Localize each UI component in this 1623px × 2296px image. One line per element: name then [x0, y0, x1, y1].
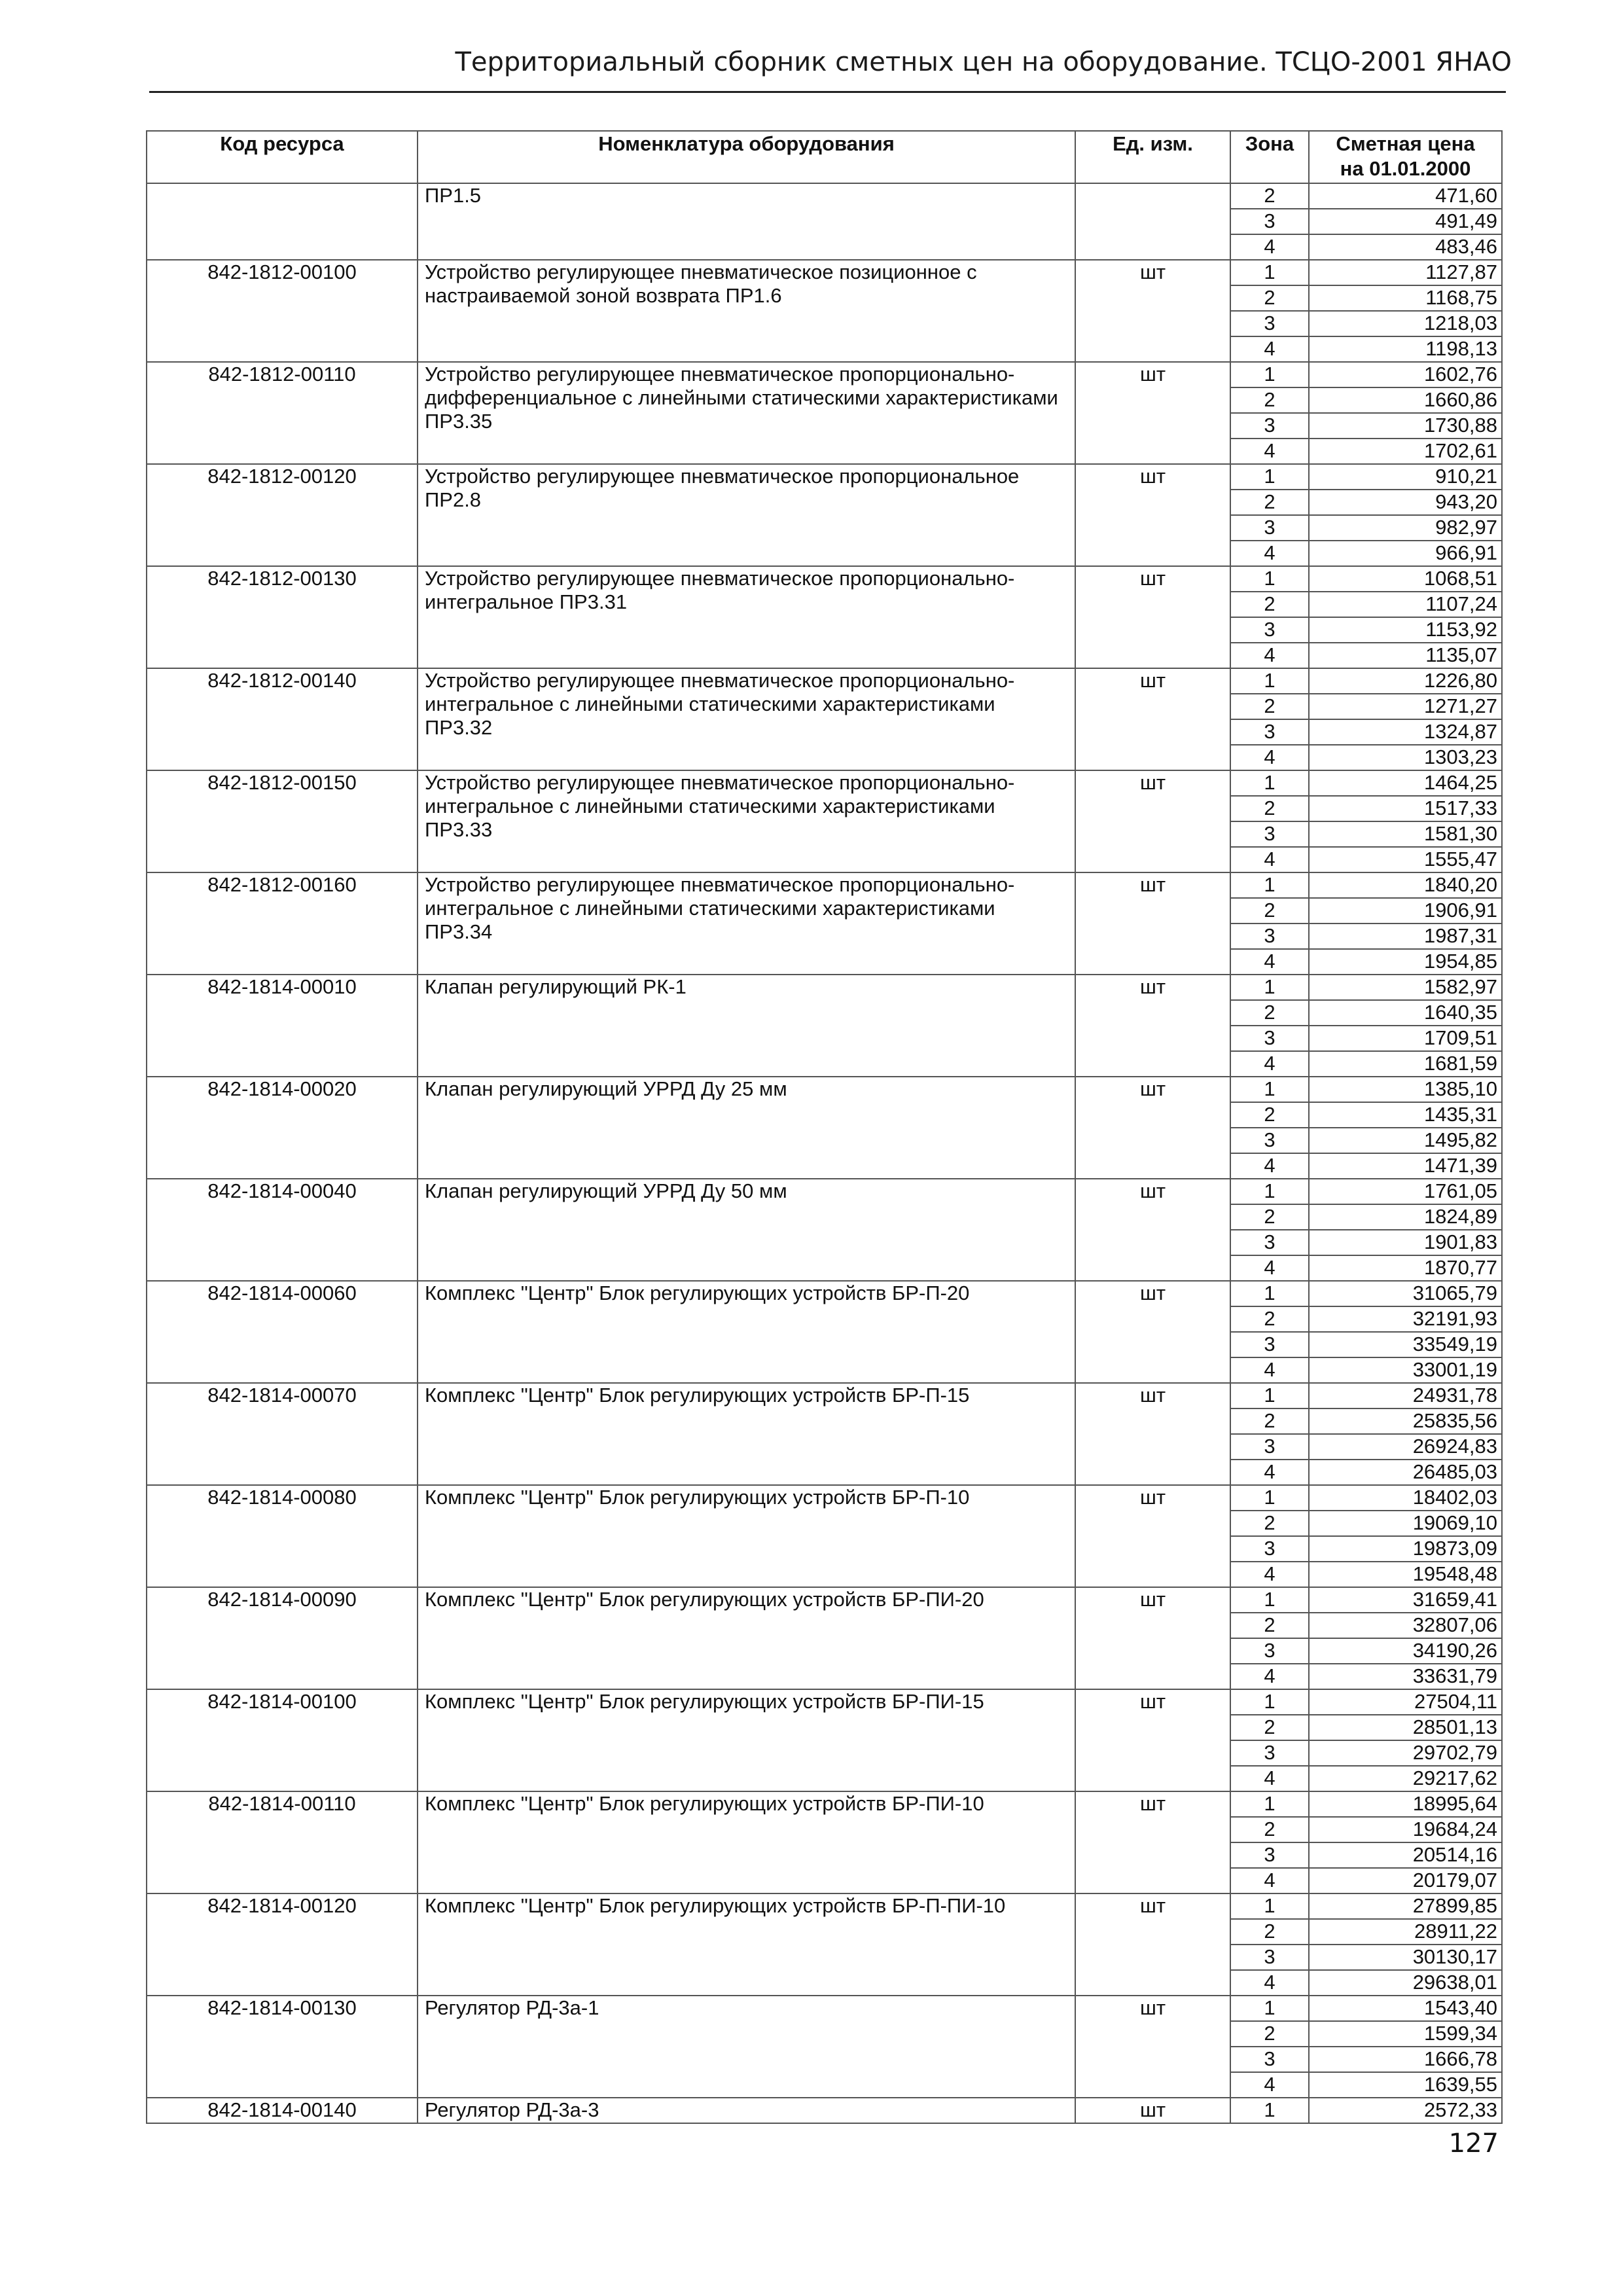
price-cell: 24931,78 — [1309, 1383, 1502, 1408]
resource-code-cell: 842-1812-00130 — [147, 566, 418, 668]
resource-code-cell: 842-1812-00100 — [147, 260, 418, 362]
price-cell: 1660,86 — [1309, 387, 1502, 413]
price-cell: 2572,33 — [1309, 2098, 1502, 2123]
zone-cell: 2 — [1230, 1408, 1309, 1434]
price-cell: 28911,22 — [1309, 1919, 1502, 1945]
table-row — [147, 1587, 1502, 1613]
table-row — [147, 1383, 1502, 1408]
table-row — [147, 1077, 1502, 1102]
price-cell: 19873,09 — [1309, 1536, 1502, 1562]
price-cell: 483,46 — [1309, 234, 1502, 260]
equipment-name-cell: Комплекс "Центр" Блок регулирующих устройств БР-ПИ-20 — [418, 1587, 1075, 1689]
price-cell: 32191,93 — [1309, 1306, 1502, 1332]
table-row — [147, 1179, 1502, 1204]
price-cell: 471,60 — [1309, 183, 1502, 209]
column-header-zone: Зона — [1230, 131, 1309, 183]
price-cell: 1906,91 — [1309, 898, 1502, 924]
equipment-name-cell: Комплекс "Центр" Блок регулирующих устройств БР-П-15 — [418, 1383, 1075, 1485]
equipment-name-cell: Устройство регулирующее пневматическое пропорциональное ПР2.8 — [418, 464, 1075, 566]
price-cell: 491,49 — [1309, 209, 1502, 234]
price-cell: 1218,03 — [1309, 311, 1502, 336]
price-cell: 1681,59 — [1309, 1051, 1502, 1077]
zone-cell: 1 — [1230, 975, 1309, 1000]
resource-code-cell: 842-1812-00150 — [147, 770, 418, 872]
price-cell: 19069,10 — [1309, 1511, 1502, 1536]
equipment-name-cell: Устройство регулирующее пневматическое пропорционально-интегральное с линейными статическими характеристиками ПР3.32 — [418, 668, 1075, 770]
equipment-name-cell: ПР1.5 — [418, 183, 1075, 260]
price-cell: 1954,85 — [1309, 949, 1502, 975]
price-cell: 1068,51 — [1309, 566, 1502, 592]
zone-cell: 4 — [1230, 1562, 1309, 1587]
zone-cell: 4 — [1230, 1970, 1309, 1996]
zone-cell: 1 — [1230, 362, 1309, 387]
zone-cell: 3 — [1230, 1026, 1309, 1051]
zone-cell: 3 — [1230, 617, 1309, 643]
price-cell: 966,91 — [1309, 541, 1502, 566]
unit-cell: шт — [1075, 1077, 1230, 1179]
zone-cell: 4 — [1230, 1766, 1309, 1791]
unit-cell: шт — [1075, 770, 1230, 872]
price-cell: 30130,17 — [1309, 1945, 1502, 1970]
unit-cell: шт — [1075, 464, 1230, 566]
price-cell: 1324,87 — [1309, 719, 1502, 745]
zone-cell: 2 — [1230, 592, 1309, 617]
price-cell: 1226,80 — [1309, 668, 1502, 694]
unit-cell: шт — [1075, 1996, 1230, 2098]
zone-cell: 4 — [1230, 847, 1309, 872]
resource-code-cell: 842-1814-00060 — [147, 1281, 418, 1383]
zone-cell: 2 — [1230, 2021, 1309, 2047]
price-cell: 1730,88 — [1309, 413, 1502, 439]
page-header-title: Территориальный сборник сметных цен на оборудование. ТСЦО-2001 ЯНАО — [455, 47, 1512, 77]
price-cell: 33549,19 — [1309, 1332, 1502, 1357]
equipment-name-cell: Комплекс "Центр" Блок регулирующих устройств БР-П-10 — [418, 1485, 1075, 1587]
table-row — [147, 668, 1502, 694]
zone-cell: 2 — [1230, 1715, 1309, 1740]
price-cell: 982,97 — [1309, 515, 1502, 541]
zone-cell: 2 — [1230, 1919, 1309, 1945]
zone-cell: 1 — [1230, 464, 1309, 490]
price-cell: 26924,83 — [1309, 1434, 1502, 1460]
header-rule — [149, 91, 1506, 93]
zone-cell: 3 — [1230, 821, 1309, 847]
zone-cell: 3 — [1230, 719, 1309, 745]
zone-cell: 4 — [1230, 541, 1309, 566]
zone-cell: 2 — [1230, 490, 1309, 515]
resource-code-cell: 842-1814-00010 — [147, 975, 418, 1077]
equipment-name-cell: Регулятор РД-3а-1 — [418, 1996, 1075, 2098]
price-cell: 19548,48 — [1309, 1562, 1502, 1587]
zone-cell: 2 — [1230, 387, 1309, 413]
zone-cell: 2 — [1230, 1817, 1309, 1842]
table-row — [147, 975, 1502, 1000]
zone-cell: 2 — [1230, 796, 1309, 821]
equipment-name-cell: Клапан регулирующий РК-1 — [418, 975, 1075, 1077]
price-cell: 1901,83 — [1309, 1230, 1502, 1255]
zone-cell: 1 — [1230, 1281, 1309, 1306]
zone-cell: 3 — [1230, 413, 1309, 439]
zone-cell: 4 — [1230, 1357, 1309, 1383]
price-cell: 29217,62 — [1309, 1766, 1502, 1791]
price-cell: 1471,39 — [1309, 1153, 1502, 1179]
table-row — [147, 770, 1502, 796]
unit-cell: шт — [1075, 2098, 1230, 2123]
price-cell: 1602,76 — [1309, 362, 1502, 387]
resource-code-cell: 842-1814-00140 — [147, 2098, 418, 2123]
unit-cell: шт — [1075, 668, 1230, 770]
zone-cell: 4 — [1230, 1460, 1309, 1485]
price-cell: 1987,31 — [1309, 924, 1502, 949]
price-cell: 31659,41 — [1309, 1587, 1502, 1613]
price-cell: 26485,03 — [1309, 1460, 1502, 1485]
price-cell: 1495,82 — [1309, 1128, 1502, 1153]
zone-cell: 1 — [1230, 1791, 1309, 1817]
zone-cell: 2 — [1230, 1204, 1309, 1230]
table-row — [147, 2098, 1502, 2123]
table-row — [147, 260, 1502, 285]
zone-cell: 1 — [1230, 1587, 1309, 1613]
equipment-name-cell: Устройство регулирующее пневматическое пропорционально-интегральное с линейными статическими характеристиками ПР3.33 — [418, 770, 1075, 872]
price-cell: 25835,56 — [1309, 1408, 1502, 1434]
price-cell: 1464,25 — [1309, 770, 1502, 796]
price-cell: 20179,07 — [1309, 1868, 1502, 1893]
unit-cell: шт — [1075, 1587, 1230, 1689]
zone-cell: 2 — [1230, 898, 1309, 924]
equipment-name-cell: Комплекс "Центр" Блок регулирующих устройств БР-ПИ-15 — [418, 1689, 1075, 1791]
price-cell: 20514,16 — [1309, 1842, 1502, 1868]
price-cell: 1385,10 — [1309, 1077, 1502, 1102]
equipment-name-cell: Клапан регулирующий УРРД Ду 50 мм — [418, 1179, 1075, 1281]
zone-cell: 2 — [1230, 285, 1309, 311]
zone-cell: 2 — [1230, 694, 1309, 719]
unit-cell: шт — [1075, 1281, 1230, 1383]
table-body — [147, 183, 1502, 2123]
unit-cell: шт — [1075, 260, 1230, 362]
zone-cell: 4 — [1230, 1051, 1309, 1077]
column-header-unit: Ед. изм. — [1075, 131, 1230, 183]
resource-code-cell: 842-1814-00110 — [147, 1791, 418, 1893]
zone-cell: 4 — [1230, 1153, 1309, 1179]
unit-cell: шт — [1075, 566, 1230, 668]
table-row — [147, 566, 1502, 592]
price-cell: 34190,26 — [1309, 1638, 1502, 1664]
column-header-price-line2: на 01.01.2000 — [1340, 157, 1471, 180]
price-cell: 1709,51 — [1309, 1026, 1502, 1051]
price-cell: 1435,31 — [1309, 1102, 1502, 1128]
price-cell: 1168,75 — [1309, 285, 1502, 311]
zone-cell: 4 — [1230, 234, 1309, 260]
zone-cell: 2 — [1230, 1613, 1309, 1638]
zone-cell: 1 — [1230, 872, 1309, 898]
price-cell: 1582,97 — [1309, 975, 1502, 1000]
unit-cell: шт — [1075, 1179, 1230, 1281]
equipment-name-cell: Комплекс "Центр" Блок регулирующих устройств БР-П-ПИ-10 — [418, 1893, 1075, 1996]
zone-cell: 4 — [1230, 643, 1309, 668]
price-cell: 29702,79 — [1309, 1740, 1502, 1766]
zone-cell: 3 — [1230, 1434, 1309, 1460]
equipment-name-cell: Устройство регулирующее пневматическое позиционное с настраиваемой зоной возврата ПР1.6 — [418, 260, 1075, 362]
table-row — [147, 872, 1502, 898]
zone-cell: 1 — [1230, 770, 1309, 796]
price-cell: 32807,06 — [1309, 1613, 1502, 1638]
resource-code-cell: 842-1814-00130 — [147, 1996, 418, 2098]
resource-code-cell: 842-1812-00140 — [147, 668, 418, 770]
price-cell: 1135,07 — [1309, 643, 1502, 668]
resource-code-cell: 842-1812-00110 — [147, 362, 418, 464]
zone-cell: 3 — [1230, 1945, 1309, 1970]
table-row — [147, 1689, 1502, 1715]
price-cell: 28501,13 — [1309, 1715, 1502, 1740]
zone-cell: 1 — [1230, 1179, 1309, 1204]
price-cell: 27899,85 — [1309, 1893, 1502, 1919]
table-row — [147, 1791, 1502, 1817]
resource-code-cell: 842-1814-00020 — [147, 1077, 418, 1179]
zone-cell: 3 — [1230, 209, 1309, 234]
price-cell: 1303,23 — [1309, 745, 1502, 770]
page-number: 127 — [1448, 2128, 1499, 2159]
table-row — [147, 1281, 1502, 1306]
unit-cell: шт — [1075, 872, 1230, 975]
price-cell: 1640,35 — [1309, 1000, 1502, 1026]
resource-code-cell: 842-1812-00160 — [147, 872, 418, 975]
zone-cell: 3 — [1230, 1842, 1309, 1868]
zone-cell: 4 — [1230, 2072, 1309, 2098]
table-row — [147, 1996, 1502, 2021]
equipment-name-cell: Устройство регулирующее пневматическое пропорционально-интегральное с линейными статическими характеристиками ПР3.34 — [418, 872, 1075, 975]
price-cell: 943,20 — [1309, 490, 1502, 515]
zone-cell: 3 — [1230, 1332, 1309, 1357]
unit-cell: шт — [1075, 1893, 1230, 1996]
column-header-code: Код ресурса — [147, 131, 418, 183]
price-cell: 1581,30 — [1309, 821, 1502, 847]
zone-cell: 2 — [1230, 1000, 1309, 1026]
price-cell: 33631,79 — [1309, 1664, 1502, 1689]
zone-cell: 2 — [1230, 1511, 1309, 1536]
price-cell: 27504,11 — [1309, 1689, 1502, 1715]
unit-cell: шт — [1075, 1485, 1230, 1587]
zone-cell: 3 — [1230, 1638, 1309, 1664]
price-cell: 1517,33 — [1309, 796, 1502, 821]
zone-cell: 2 — [1230, 183, 1309, 209]
price-cell: 33001,19 — [1309, 1357, 1502, 1383]
resource-code-cell: 842-1814-00080 — [147, 1485, 418, 1587]
equipment-name-cell: Комплекс "Центр" Блок регулирующих устройств БР-ПИ-10 — [418, 1791, 1075, 1893]
price-cell: 1702,61 — [1309, 439, 1502, 464]
table-row — [147, 1893, 1502, 1919]
zone-cell: 4 — [1230, 1255, 1309, 1281]
equipment-name-cell: Комплекс "Центр" Блок регулирующих устройств БР-П-20 — [418, 1281, 1075, 1383]
resource-code-cell: 842-1814-00120 — [147, 1893, 418, 1996]
unit-cell: шт — [1075, 1689, 1230, 1791]
table-header-row — [147, 131, 1502, 183]
price-table — [146, 130, 1503, 2124]
price-cell: 910,21 — [1309, 464, 1502, 490]
zone-cell: 3 — [1230, 924, 1309, 949]
price-cell: 1153,92 — [1309, 617, 1502, 643]
zone-cell: 3 — [1230, 515, 1309, 541]
equipment-name-cell: Устройство регулирующее пневматическое пропорционально-дифференциальное с линейными статическими характеристиками ПР3.35 — [418, 362, 1075, 464]
equipment-name-cell: Устройство регулирующее пневматическое пропорционально-интегральное ПР3.31 — [418, 566, 1075, 668]
resource-code-cell: 842-1814-00070 — [147, 1383, 418, 1485]
price-cell: 18402,03 — [1309, 1485, 1502, 1511]
zone-cell: 1 — [1230, 2098, 1309, 2123]
resource-code-cell — [147, 183, 418, 260]
unit-cell: шт — [1075, 362, 1230, 464]
unit-cell: шт — [1075, 975, 1230, 1077]
price-cell: 1599,34 — [1309, 2021, 1502, 2047]
zone-cell: 3 — [1230, 1536, 1309, 1562]
zone-cell: 1 — [1230, 1077, 1309, 1102]
zone-cell: 3 — [1230, 1740, 1309, 1766]
table-row — [147, 362, 1502, 387]
price-cell: 1198,13 — [1309, 336, 1502, 362]
zone-cell: 2 — [1230, 1102, 1309, 1128]
price-cell: 18995,64 — [1309, 1791, 1502, 1817]
zone-cell: 4 — [1230, 745, 1309, 770]
zone-cell: 4 — [1230, 336, 1309, 362]
column-header-name: Номенклатура оборудования — [418, 131, 1075, 183]
zone-cell: 1 — [1230, 1383, 1309, 1408]
price-cell: 1555,47 — [1309, 847, 1502, 872]
zone-cell: 4 — [1230, 439, 1309, 464]
zone-cell: 3 — [1230, 2047, 1309, 2072]
table-row — [147, 1485, 1502, 1511]
zone-cell: 1 — [1230, 1485, 1309, 1511]
equipment-name-cell: Клапан регулирующий УРРД Ду 25 мм — [418, 1077, 1075, 1179]
table-row — [147, 183, 1502, 209]
price-cell: 1870,77 — [1309, 1255, 1502, 1281]
zone-cell: 1 — [1230, 668, 1309, 694]
zone-cell: 4 — [1230, 949, 1309, 975]
zone-cell: 1 — [1230, 1893, 1309, 1919]
price-cell: 1824,89 — [1309, 1204, 1502, 1230]
column-header-price-line1: Сметная цена — [1336, 132, 1475, 155]
column-header-price — [1309, 131, 1502, 183]
zone-cell: 1 — [1230, 1689, 1309, 1715]
unit-cell: шт — [1075, 1791, 1230, 1893]
zone-cell: 1 — [1230, 566, 1309, 592]
resource-code-cell: 842-1814-00100 — [147, 1689, 418, 1791]
price-cell: 1761,05 — [1309, 1179, 1502, 1204]
unit-cell: шт — [1075, 1383, 1230, 1485]
price-cell: 29638,01 — [1309, 1970, 1502, 1996]
zone-cell: 3 — [1230, 1230, 1309, 1255]
price-cell: 1840,20 — [1309, 872, 1502, 898]
price-cell: 31065,79 — [1309, 1281, 1502, 1306]
price-cell: 1127,87 — [1309, 260, 1502, 285]
price-cell: 19684,24 — [1309, 1817, 1502, 1842]
zone-cell: 4 — [1230, 1868, 1309, 1893]
resource-code-cell: 842-1814-00040 — [147, 1179, 418, 1281]
price-cell: 1666,78 — [1309, 2047, 1502, 2072]
equipment-name-cell: Регулятор РД-3а-3 — [418, 2098, 1075, 2123]
zone-cell: 1 — [1230, 260, 1309, 285]
zone-cell: 3 — [1230, 1128, 1309, 1153]
price-cell: 1543,40 — [1309, 1996, 1502, 2021]
table-row — [147, 464, 1502, 490]
price-cell: 1107,24 — [1309, 592, 1502, 617]
price-cell: 1271,27 — [1309, 694, 1502, 719]
zone-cell: 4 — [1230, 1664, 1309, 1689]
zone-cell: 3 — [1230, 311, 1309, 336]
price-cell: 1639,55 — [1309, 2072, 1502, 2098]
zone-cell: 2 — [1230, 1306, 1309, 1332]
resource-code-cell: 842-1814-00090 — [147, 1587, 418, 1689]
unit-cell — [1075, 183, 1230, 260]
resource-code-cell: 842-1812-00120 — [147, 464, 418, 566]
zone-cell: 1 — [1230, 1996, 1309, 2021]
